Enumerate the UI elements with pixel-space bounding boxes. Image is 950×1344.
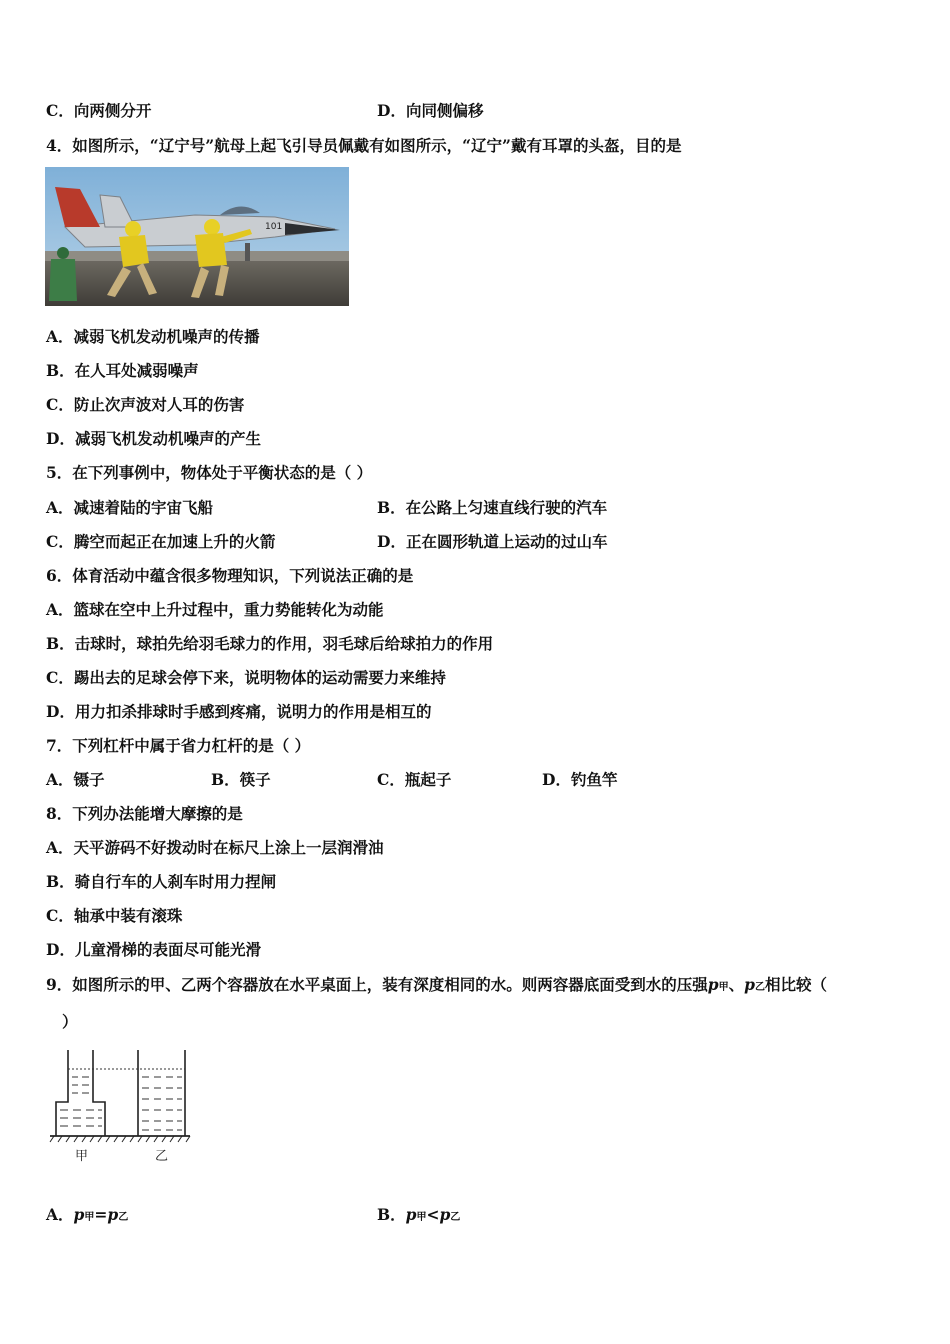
aircraft-carrier-photo xyxy=(45,167,349,306)
q9-figure xyxy=(48,1048,193,1166)
q9-sub-jia: 甲 xyxy=(718,982,729,993)
q4-option-b: B．在人耳处减弱噪声 xyxy=(46,361,199,380)
q8-option-d: D．儿童滑梯的表面尽可能光滑 xyxy=(46,940,261,959)
q9-a-sub-jia: 甲 xyxy=(84,1212,95,1223)
q9-p-symbol: p xyxy=(707,975,719,994)
q9-option-a-label: A． xyxy=(46,1205,74,1224)
q9-b-p2: p xyxy=(439,1205,451,1224)
q4-option-a: A．减弱飞机发动机噪声的传播 xyxy=(46,327,260,346)
q5-option-b: B．在公路上匀速直线行驶的汽车 xyxy=(377,498,608,517)
q7-option-d: D．钓鱼竿 xyxy=(542,770,618,789)
q4-stem: 4．如图所示，“辽宁号”航母上起飞引导员佩戴有如图所示，“辽宁”戴有耳罩的头盔，目的是 xyxy=(46,136,682,155)
q9-option-b-label: B． xyxy=(377,1205,406,1224)
q9-a-p1: p xyxy=(73,1205,85,1224)
q7-option-b: B．筷子 xyxy=(211,770,271,789)
q4-photo xyxy=(45,167,349,306)
q5-option-d: D．正在圆形轨道上运动的过山车 xyxy=(377,532,608,551)
q9-stem-close: ） xyxy=(62,1012,78,1031)
q7-option-c: C．瓶起子 xyxy=(377,770,452,789)
q9-sub-yi: 乙 xyxy=(755,982,765,993)
q9-separator: 、 xyxy=(728,975,745,994)
q4-option-c: C．防止次声波对人耳的伤害 xyxy=(46,395,245,414)
q3-option-c: C．向两侧分开 xyxy=(46,101,152,120)
q6-option-b: B．击球时，球拍先给羽毛球力的作用，羽毛球后给球拍力的作用 xyxy=(46,634,494,653)
q5-option-a: A．减速着陆的宇宙飞船 xyxy=(46,498,214,517)
q4-option-d: D．减弱飞机发动机噪声的产生 xyxy=(46,429,261,448)
q7-stem: 7．下列杠杆中属于省力杠杆的是（ ） xyxy=(46,736,311,755)
q8-stem: 8．下列办法能增大摩擦的是 xyxy=(46,804,243,823)
q8-option-c: C．轴承中装有滚珠 xyxy=(46,906,183,925)
q9-a-sub-yi: 乙 xyxy=(118,1212,129,1223)
q9-b-sub-jia: 甲 xyxy=(416,1212,427,1223)
q9-stem-text-2: 相比较（ xyxy=(765,975,828,994)
figure-label-jia: 甲 xyxy=(75,1149,89,1164)
q9-stem-text: 9．如图所示的甲、乙两个容器放在水平桌面上，装有深度相同的水。则两容器底面受到水的压强 xyxy=(46,975,708,994)
q9-a-p2: p xyxy=(107,1205,119,1224)
q6-option-c: C．踢出去的足球会停下来，说明物体的运动需要力来维持 xyxy=(46,668,446,687)
figure-label-yi: 乙 xyxy=(155,1149,169,1164)
q8-option-a: A．天平游码不好拨动时在标尺上涂上一层润滑油 xyxy=(46,838,384,857)
q5-option-c: C．腾空而起正在加速上升的火箭 xyxy=(46,532,276,551)
q3-option-d: D．向同侧偏移 xyxy=(377,101,484,120)
containers-diagram xyxy=(48,1048,193,1166)
q9-p-symbol-2: p xyxy=(744,975,755,994)
q8-option-b: B．骑自行车的人刹车时用力捏闸 xyxy=(46,872,277,891)
q9-b-p1: p xyxy=(405,1205,417,1224)
q7-option-a: A．镊子 xyxy=(46,770,105,789)
q5-stem: 5．在下列事例中，物体处于平衡状态的是（ ） xyxy=(46,463,373,482)
q9-option-a xyxy=(46,1205,128,1228)
q6-option-d: D．用力扣杀排球时手感到疼痛，说明力的作用是相互的 xyxy=(46,702,432,721)
q9-b-sub-yi: 乙 xyxy=(450,1212,461,1223)
q9-option-b xyxy=(377,1205,460,1228)
q9-stem xyxy=(46,975,827,998)
q6-stem: 6．体育活动中蕴含很多物理知识，下列说法正确的是 xyxy=(46,566,414,585)
photo-jet-number: 101 xyxy=(265,222,283,232)
q9-b-relation: < xyxy=(426,1205,440,1224)
q6-option-a: A．篮球在空中上升过程中，重力势能转化为动能 xyxy=(46,600,384,619)
q9-a-relation: = xyxy=(94,1205,108,1224)
